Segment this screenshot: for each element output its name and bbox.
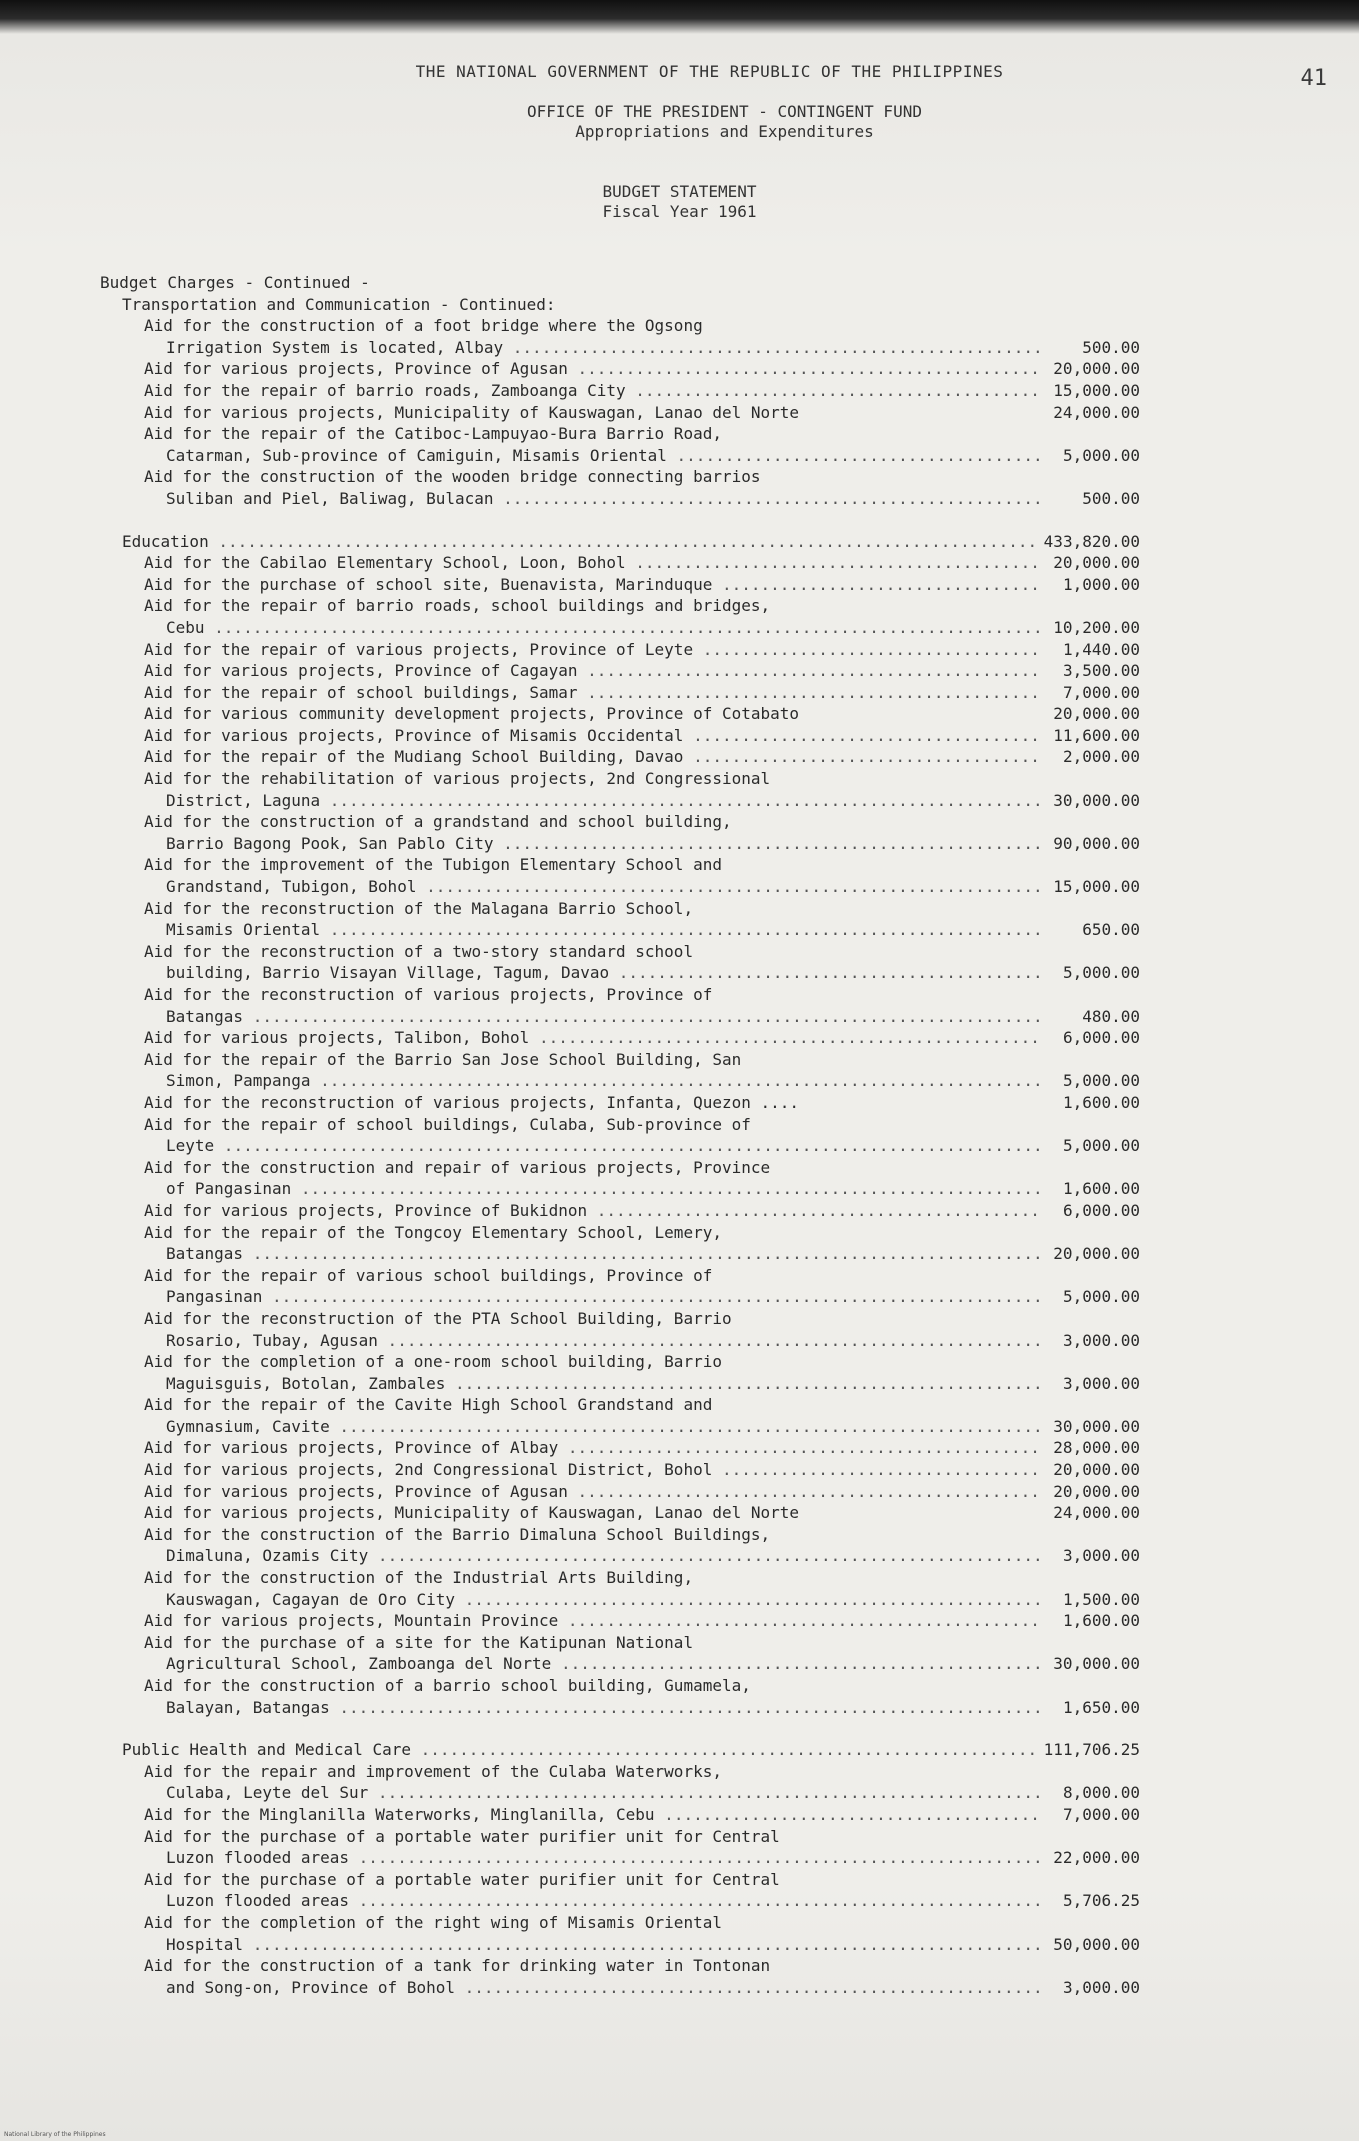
budget-line [100, 833, 1140, 855]
budget-line [100, 1135, 1140, 1157]
line-description: Aid for the repair of the Catiboc-Lampuyao-Bura Barrio Road, [144, 424, 722, 444]
budget-line [100, 1157, 1140, 1179]
line-description: Aid for the reconstruction of a two-story standard school [144, 941, 694, 961]
line-amount: 1,500.00 [1062, 1589, 1140, 1609]
line-description: Aid for the purchase of a portable water purifier unit for Central [144, 1869, 780, 1889]
line-description: Aid for the reconstruction of various projects, Infanta, Quezon .... [144, 1092, 800, 1112]
line-amount: 1,440.00 [1062, 639, 1140, 659]
library-credit: National Library of the Philippines [4, 2131, 106, 2138]
line-description: Simon, Pampanga ..... [166, 1070, 1040, 1092]
budget-line [100, 1869, 1140, 1891]
header-budget-statement: BUDGET STATEMENT [602, 182, 757, 201]
line-amount: 3,000.00 [1062, 1373, 1140, 1393]
budget-line [100, 402, 1140, 424]
line-amount: 15,000.00 [1053, 380, 1140, 400]
budget-line [100, 1351, 1140, 1373]
line-description: Aid for the purchase of school site, Buenavista, Marinduque ..... [144, 574, 1040, 596]
budget-line [100, 466, 1140, 488]
line-amount: 111,706.25 [1043, 1740, 1140, 1760]
line-amount: 433,820.00 [1043, 531, 1140, 551]
line-amount: 5,000.00 [1062, 1071, 1140, 1091]
line-amount: 22,000.00 [1053, 1848, 1140, 1868]
budget-line [100, 1006, 1140, 1028]
budget-line [100, 1330, 1140, 1352]
budget-line [100, 1373, 1140, 1395]
line-description: and Song-on, Province of Bohol ..... [166, 1977, 1040, 1999]
budget-line [100, 790, 1140, 812]
line-description: Pangasinan ..... [166, 1286, 1040, 1308]
line-amount: 3,000.00 [1062, 1977, 1140, 1997]
line-description: Aid for the reconstruction of various projects, Province of [144, 985, 713, 1004]
budget-line [100, 1178, 1140, 1200]
budget-line [100, 1308, 1140, 1330]
budget-line [100, 1524, 1140, 1546]
line-amount: 3,000.00 [1062, 1546, 1140, 1566]
line-description: Aid for the rehabilitation of various projects, 2nd Congressional [144, 769, 771, 789]
line-description: Aid for the repair of the Cavite High School Grandstand and [144, 1395, 713, 1415]
line-description: Catarman, Sub-province of Camiguin, Misamis Oriental ..... [166, 445, 1040, 467]
line-amount: 5,000.00 [1062, 1287, 1140, 1307]
budget-line [100, 984, 1140, 1006]
page-number: 41 [1300, 66, 1327, 91]
budget-line [100, 1502, 1140, 1524]
line-description: Budget Charges - Continued - [100, 273, 370, 292]
line-amount: 650.00 [1082, 920, 1140, 940]
budget-line [100, 1977, 1140, 1999]
line-amount: 5,000.00 [1062, 1136, 1140, 1156]
line-description: Agricultural School, Zamboanga del Norte ..... [166, 1653, 1040, 1675]
budget-line [100, 725, 1140, 747]
budget-line [100, 1589, 1140, 1611]
line-amount: 1,000.00 [1062, 574, 1140, 594]
line-description: Aid for various projects, Province of Agusan ..... [144, 358, 1040, 380]
budget-line [100, 746, 1140, 768]
budget-lines [100, 272, 1140, 1998]
budget-line [100, 574, 1140, 596]
line-amount: 8,000.00 [1062, 1783, 1140, 1803]
budget-line [100, 1286, 1140, 1308]
line-description: Culaba, Leyte del Sur ..... [166, 1782, 1040, 1804]
line-description: Aid for the repair of the Mudiang School Building, Davao ..... [144, 746, 1040, 768]
line-description: Aid for various projects, Mountain Province ..... [144, 1610, 1040, 1632]
budget-line [100, 1567, 1140, 1589]
line-description: Aid for the Minglanilla Waterworks, Minglanilla, Cebu ..... [144, 1804, 1040, 1826]
line-description: Aid for various projects, Province of Albay ..... [144, 1437, 1040, 1459]
line-amount: 1,600.00 [1062, 1611, 1140, 1631]
budget-line [100, 876, 1140, 898]
budget-line [100, 1782, 1140, 1804]
budget-line [100, 1847, 1140, 1869]
budget-line [100, 337, 1140, 359]
line-description: Aid for the purchase of a site for the Katipunan National [144, 1632, 694, 1652]
line-amount: 7,000.00 [1062, 682, 1140, 702]
line-amount: 20,000.00 [1053, 359, 1140, 379]
line-amount: 6,000.00 [1062, 1200, 1140, 1220]
budget-line [100, 1265, 1140, 1287]
budget-line [100, 919, 1140, 941]
line-description: Aid for various projects, Province of Bukidnon ..... [144, 1200, 1040, 1222]
budget-line [100, 1222, 1140, 1244]
budget-line [100, 962, 1140, 984]
line-description: Irrigation System is located, Albay ..... [166, 337, 1040, 359]
budget-line [100, 1653, 1140, 1675]
budget-line [100, 703, 1140, 725]
budget-line [100, 445, 1140, 467]
line-description: Aid for the construction and repair of various projects, Province [144, 1157, 771, 1177]
line-description: Aid for the repair of school buildings, Culaba, Sub-province of [144, 1114, 751, 1134]
budget-line [100, 294, 1140, 316]
budget-line [100, 768, 1140, 790]
line-description: Aid for the repair of school buildings, Samar ..... [144, 682, 1040, 704]
line-amount: 20,000.00 [1053, 704, 1140, 724]
budget-line [100, 639, 1140, 661]
budget-line [100, 488, 1140, 510]
scan-shadow-band [0, 0, 1359, 34]
header-government: THE NATIONAL GOVERNMENT OF THE REPUBLIC OF THE PHILIPPINES [415, 62, 1004, 81]
budget-line [100, 898, 1140, 920]
line-description: Aid for the construction of a foot bridge where the Ogsong [144, 316, 703, 336]
line-description: Maguisguis, Botolan, Zambales ..... [166, 1373, 1040, 1395]
line-description: Aid for various projects, Province of Cagayan ..... [144, 660, 1040, 682]
line-description: Luzon flooded areas ..... [166, 1847, 1040, 1869]
budget-line [100, 380, 1140, 402]
line-description: Aid for the improvement of the Tubigon Elementary School and [144, 855, 722, 875]
budget-line [100, 617, 1140, 639]
line-description: Aid for various community development projects, Province of Cotabato [144, 704, 800, 724]
line-description: Aid for the repair of barrio roads, school buildings and bridges, [144, 596, 771, 616]
budget-line [100, 1610, 1140, 1632]
line-description: Batangas ..... [166, 1243, 1040, 1265]
line-amount: 3,500.00 [1062, 661, 1140, 681]
budget-line [100, 660, 1140, 682]
budget-line [100, 552, 1140, 574]
budget-line [100, 1804, 1140, 1826]
line-amount: 2,000.00 [1062, 747, 1140, 767]
header-fiscal-year: Fiscal Year 1961 [602, 202, 757, 221]
line-amount: 5,000.00 [1062, 445, 1140, 465]
line-description: Aid for the Cabilao Elementary School, Loon, Bohol ..... [144, 552, 1040, 574]
line-description: Misamis Oriental ..... [166, 919, 1040, 941]
budget-line [100, 1632, 1140, 1654]
line-description: building, Barrio Visayan Village, Tagum, Davao ..... [166, 962, 1040, 984]
line-amount: 15,000.00 [1053, 877, 1140, 897]
line-description: of Pangasinan ..... [166, 1178, 1040, 1200]
budget-line [100, 854, 1140, 876]
budget-line [100, 1934, 1140, 1956]
line-description: Aid for the construction of a barrio school building, Gumamela, [144, 1676, 751, 1695]
line-description: Aid for the purchase of a portable water purifier unit for Central [144, 1826, 780, 1846]
budget-line [100, 1761, 1140, 1783]
line-description: Aid for the completion of a one-room school building, Barrio [144, 1352, 722, 1372]
line-amount: 30,000.00 [1053, 1416, 1140, 1436]
line-description: Transportation and Communication - Continued: [122, 294, 556, 314]
line-description: Balayan, Batangas ..... [166, 1697, 1040, 1719]
line-amount: 30,000.00 [1053, 1654, 1140, 1674]
line-description: Aid for the reconstruction of the PTA School Building, Barrio [144, 1308, 732, 1328]
budget-line [100, 1955, 1140, 1977]
line-description: Cebu ..... [166, 617, 1040, 639]
line-amount: 1,600.00 [1062, 1179, 1140, 1199]
line-amount: 90,000.00 [1053, 833, 1140, 853]
line-description: Aid for the construction of the Barrio Dimaluna School Buildings, [144, 1524, 771, 1544]
line-description: Suliban and Piel, Baliwag, Bulacan ..... [166, 488, 1040, 510]
line-description: Aid for the reconstruction of the Malagana Barrio School, [144, 898, 694, 918]
budget-line [100, 1459, 1140, 1481]
line-amount: 24,000.00 [1053, 1503, 1140, 1523]
line-amount: 5,000.00 [1062, 963, 1140, 983]
budget-line [100, 1027, 1140, 1049]
budget-line [100, 1200, 1140, 1222]
line-description: Leyte ..... [166, 1135, 1040, 1157]
budget-line [100, 811, 1140, 833]
line-description: Aid for the repair of various projects, Province of Leyte ..... [144, 639, 1040, 661]
budget-line [100, 1092, 1140, 1114]
budget-line [100, 1545, 1140, 1567]
line-amount: 28,000.00 [1053, 1438, 1140, 1458]
line-description: District, Laguna ..... [166, 790, 1040, 812]
line-description: Aid for the construction of a tank for drinking water in Tontonan [144, 1956, 771, 1976]
header-subtitle: Appropriations and Expenditures [575, 122, 874, 141]
budget-line [100, 595, 1140, 617]
line-description: Barrio Bagong Pook, San Pablo City ..... [166, 833, 1040, 855]
budget-line [100, 941, 1140, 963]
budget-line [100, 1890, 1140, 1912]
line-description: Aid for various projects, 2nd Congressional District, Bohol ..... [144, 1459, 1040, 1481]
budget-line [100, 531, 1140, 553]
line-amount: 20,000.00 [1053, 1244, 1140, 1264]
line-description: Aid for various projects, Talibon, Bohol ..... [144, 1027, 1040, 1049]
budget-line [100, 423, 1140, 445]
line-amount: 3,000.00 [1062, 1330, 1140, 1350]
budget-line [100, 1114, 1140, 1136]
budget-line [100, 1049, 1140, 1071]
budget-line [100, 1243, 1140, 1265]
budget-line [100, 272, 1140, 294]
line-description: Gymnasium, Cavite ..... [166, 1416, 1040, 1438]
budget-line [100, 358, 1140, 380]
line-amount: 7,000.00 [1062, 1804, 1140, 1824]
budget-line [100, 1437, 1140, 1459]
budget-line [100, 1394, 1140, 1416]
line-description: Grandstand, Tubigon, Bohol ..... [166, 876, 1040, 898]
budget-line [100, 1912, 1140, 1934]
line-amount: 20,000.00 [1053, 1481, 1140, 1501]
budget-line [100, 1416, 1140, 1438]
budget-line [100, 1826, 1140, 1848]
line-amount: 500.00 [1082, 488, 1140, 508]
budget-line [100, 1675, 1140, 1697]
line-description: Batangas ..... [166, 1006, 1040, 1028]
line-amount: 1,600.00 [1062, 1092, 1140, 1112]
budget-line [100, 315, 1140, 337]
line-description: Aid for the repair of various school buildings, Province of [144, 1265, 713, 1285]
line-description: Dimaluna, Ozamis City ..... [166, 1545, 1040, 1567]
line-amount: 5,706.25 [1062, 1891, 1140, 1911]
line-description: Aid for the repair of the Tongcoy Elementary School, Lemery, [144, 1222, 722, 1242]
line-amount: 11,600.00 [1053, 725, 1140, 745]
line-description: Kauswagan, Cagayan de Oro City ..... [166, 1589, 1040, 1611]
budget-line [100, 1739, 1140, 1761]
line-description: Aid for the construction of a grandstand and school building, [144, 812, 732, 832]
line-description: Aid for the completion of the right wing of Misamis Oriental [144, 1912, 722, 1932]
line-description: Aid for the repair of barrio roads, Zamboanga City ..... [144, 380, 1040, 402]
line-amount: 30,000.00 [1053, 790, 1140, 810]
document-header [0, 62, 1359, 222]
line-description: Aid for the construction of the wooden bridge connecting barrios [144, 467, 761, 487]
line-amount: 20,000.00 [1053, 1460, 1140, 1480]
line-amount: 50,000.00 [1053, 1934, 1140, 1954]
line-description: Public Health and Medical Care ..... [122, 1739, 1040, 1761]
line-description: Aid for various projects, Municipality of Kauswagan, Lanao del Norte [144, 402, 800, 422]
budget-line [100, 1070, 1140, 1092]
line-description: Hospital ..... [166, 1934, 1040, 1956]
line-amount: 480.00 [1082, 1006, 1140, 1026]
line-amount: 1,650.00 [1062, 1697, 1140, 1717]
line-description: Aid for the repair of the Barrio San Jose School Building, San [144, 1049, 742, 1069]
line-amount: 500.00 [1082, 337, 1140, 357]
line-description: Aid for the construction of the Industrial Arts Building, [144, 1568, 694, 1588]
line-description: Aid for various projects, Municipality of Kauswagan, Lanao del Norte [144, 1503, 800, 1523]
line-description: Aid for the repair and improvement of the Culaba Waterworks, [144, 1761, 722, 1781]
budget-line [100, 682, 1140, 704]
line-description: Rosario, Tubay, Agusan ..... [166, 1330, 1040, 1352]
line-description: Education ..... [122, 531, 1040, 553]
line-amount: 6,000.00 [1062, 1028, 1140, 1048]
line-description: Aid for various projects, Province of Misamis Occidental ..... [144, 725, 1040, 747]
line-amount: 24,000.00 [1053, 402, 1140, 422]
line-description: Aid for various projects, Province of Agusan ..... [144, 1481, 1040, 1503]
line-description: Luzon flooded areas ..... [166, 1890, 1040, 1912]
budget-line [100, 1481, 1140, 1503]
line-amount: 10,200.00 [1053, 617, 1140, 637]
budget-line [100, 1697, 1140, 1719]
line-amount: 20,000.00 [1053, 553, 1140, 573]
header-office: OFFICE OF THE PRESIDENT - CONTINGENT FUND [527, 102, 922, 121]
